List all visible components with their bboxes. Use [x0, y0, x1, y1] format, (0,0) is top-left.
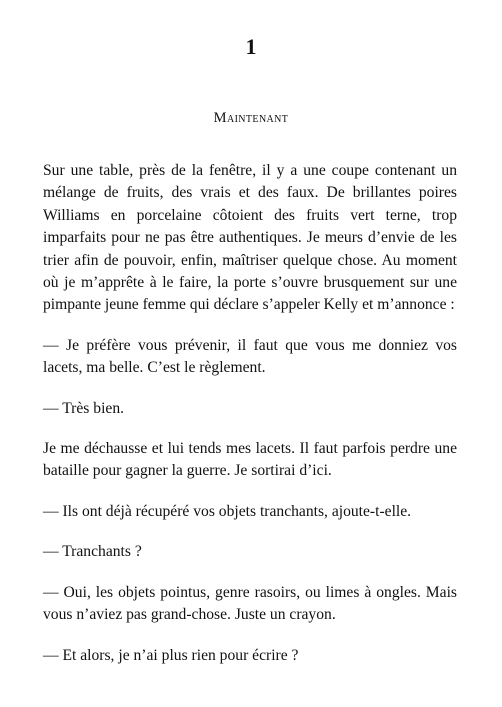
paragraph: Je me déchausse et lui tends mes lacets. Il faut parfois perdre une bataille pour gagner la guerre. Je sortirai d’ici. — [43, 440, 457, 480]
paragraph: — Et alors, je n’ai plus rien pour écrire ? — [43, 646, 299, 664]
paragraph: — Très bien. — [43, 399, 125, 417]
paragraph: — Tranchants ? — [43, 543, 142, 561]
paragraph: — Ils ont déjà récupéré vos objets tranchants, ajoute-t-elle. — [43, 502, 412, 520]
chapter-number: 1 — [245, 34, 257, 59]
chapter-body — [43, 160, 457, 685]
paragraph: Sur une table, près de la fenêtre, il y a une coupe contenant un mélange de fruits, des vrais et des faux. De brillantes poires Williams en porcelaine côtoient des fruits vert terne, trop imparfaits pour ne pas être authentiques. Je meurs d’envie de les trier afin de pouvoir, enfin, maîtriser quelque chose. Au moment où je m’apprête à le faire, la porte s’ouvre brusquement sur une pimpante jeune femme qui déclare s’appeler Kelly et m’annonce : — [43, 162, 457, 314]
paragraph: — Je préfère vous prévenir, il faut que vous me donniez vos lacets, ma belle. C’est le règlement. — [43, 336, 457, 377]
paragraph: — Oui, les objets pointus, genre rasoirs, ou limes à ongles. Mais vous n’aviez pas grand-chose. Juste un crayon. — [43, 583, 457, 624]
chapter-title: Maintenant — [213, 110, 289, 126]
